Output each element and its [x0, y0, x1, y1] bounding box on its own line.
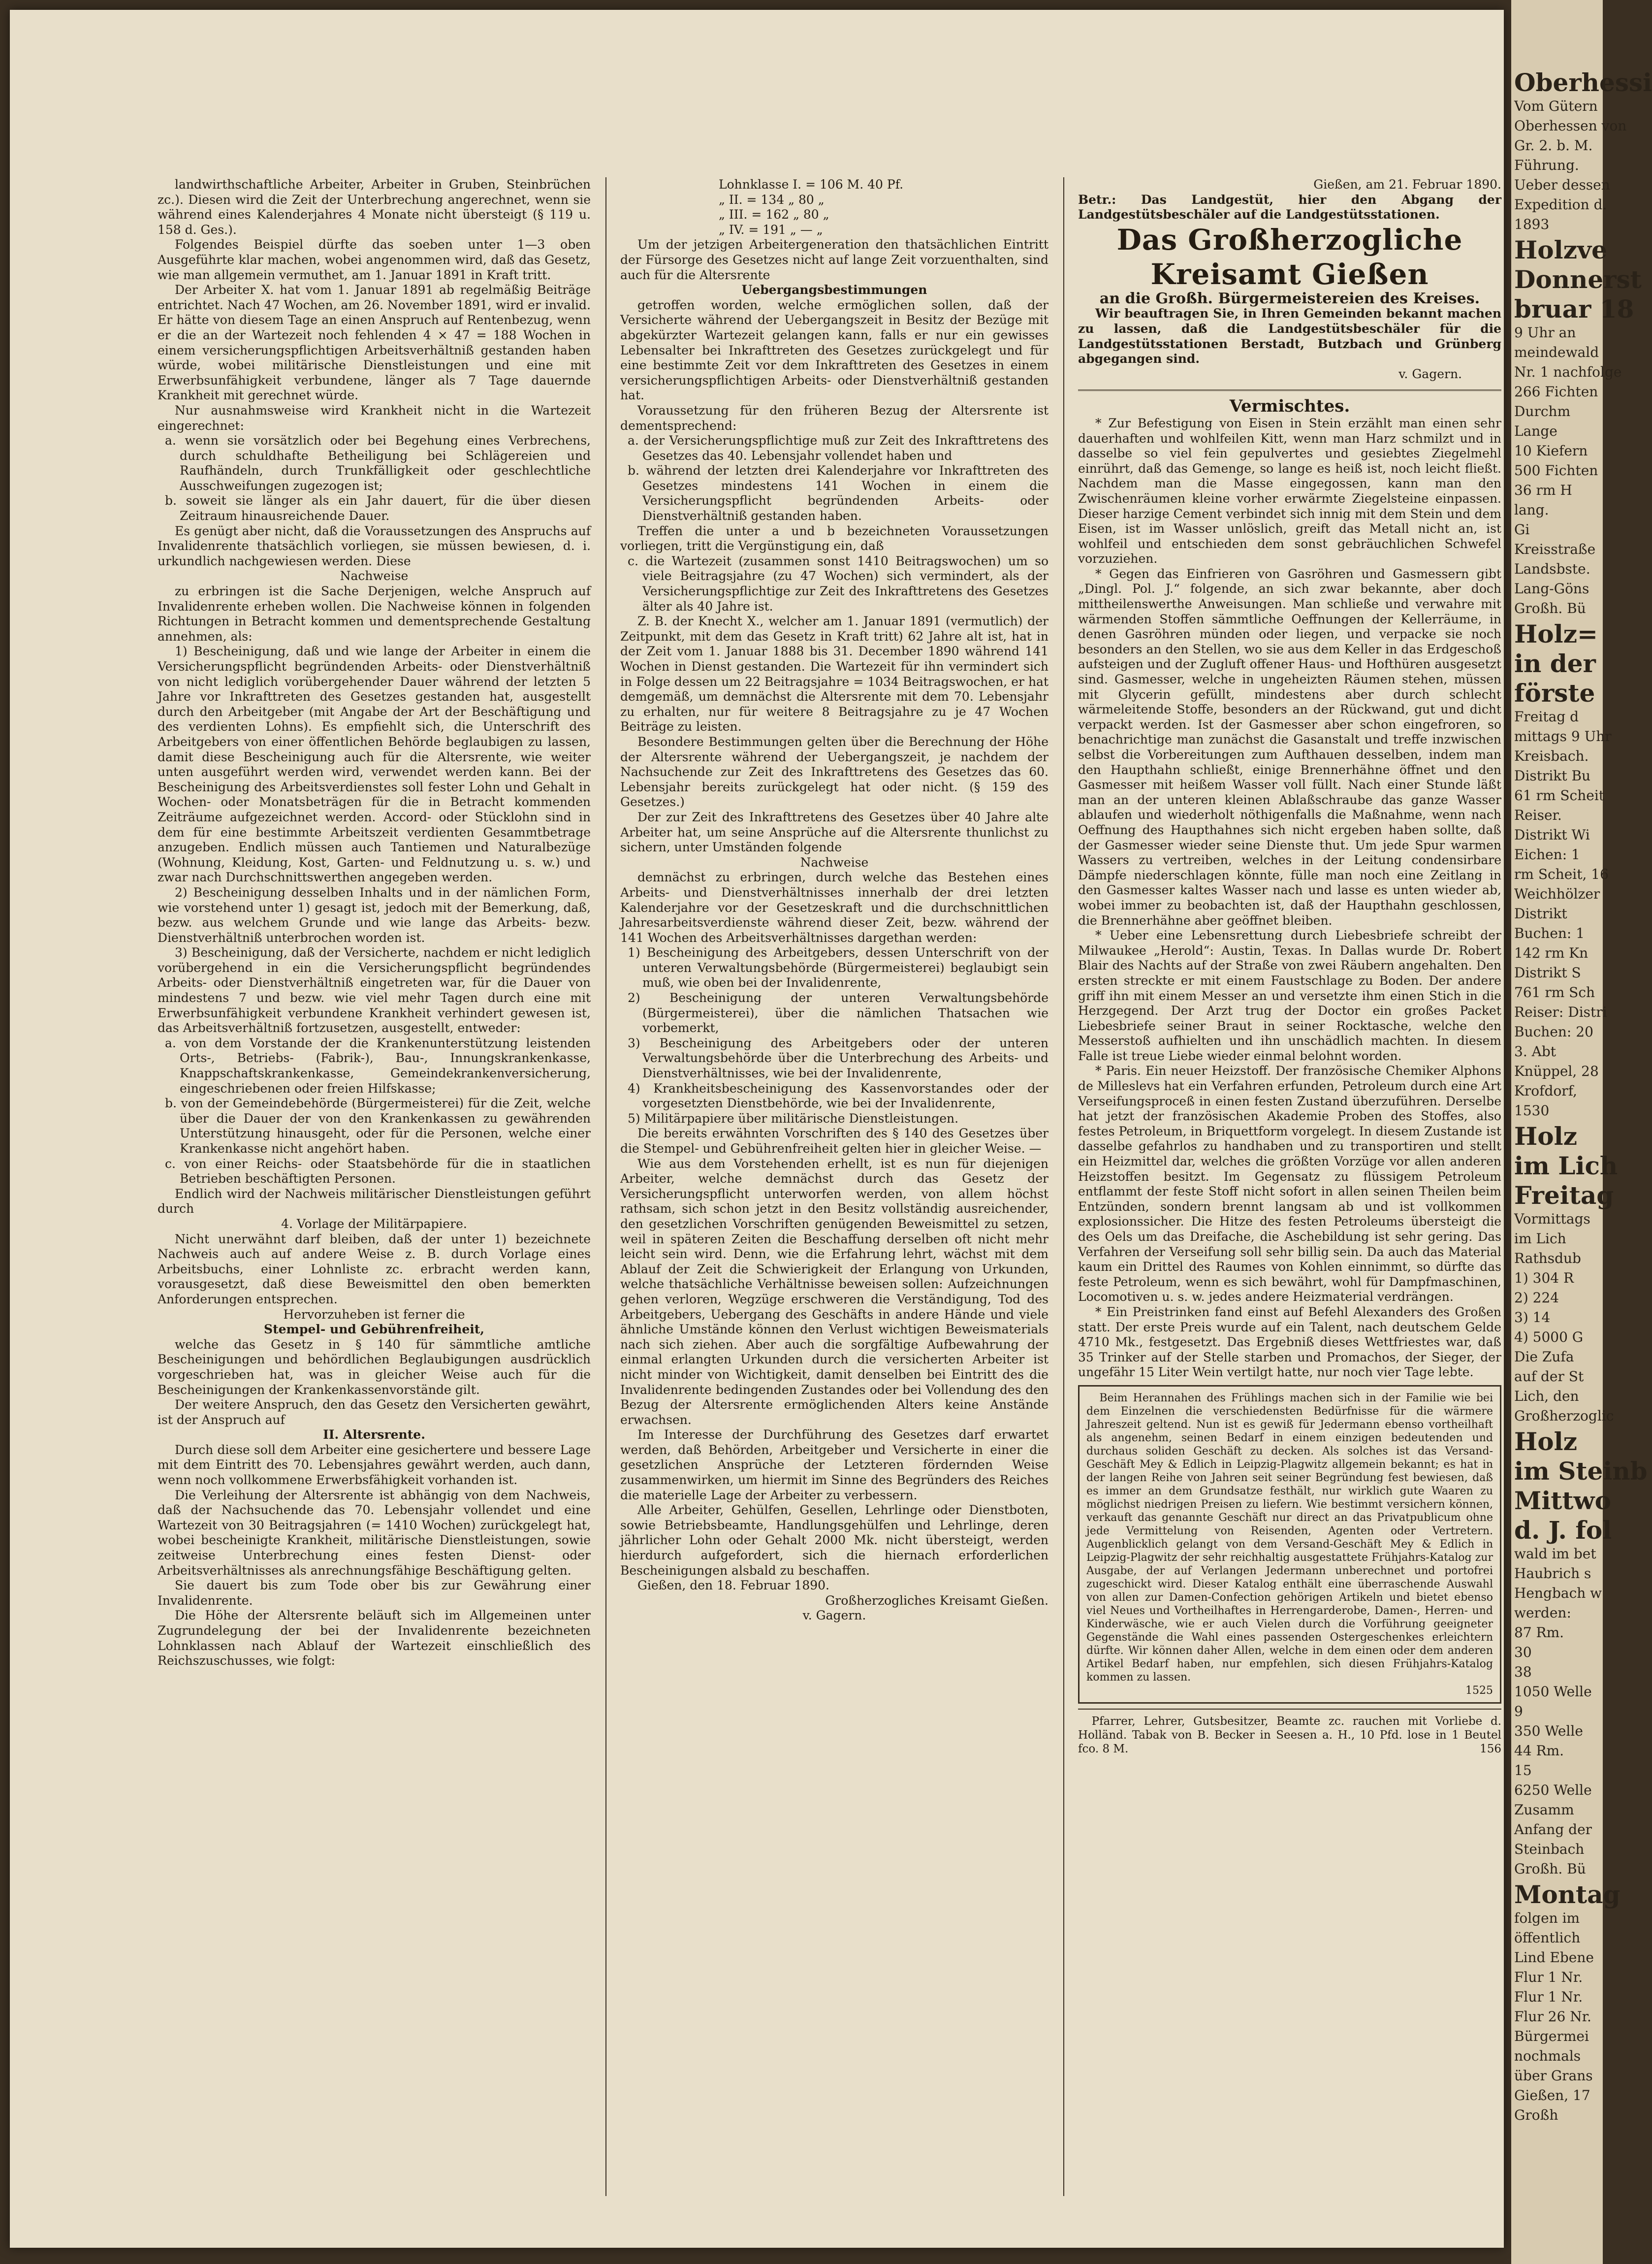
adjacent-page-text: Holz=: [1514, 619, 1598, 648]
col2-paragraph: c. die Wartezeit (zusammen sonst 1410 Beitragswochen) um so viele Beitragsjahre (zu 47 Wochen) sich vermindert, als der Versicherungspflichtige zur Zeit des Inkrafttretens des Gesetzes älter als 40 Jahre ist.: [628, 553, 1048, 614]
newspaper-page: [10, 10, 1504, 2248]
col3-paragraph: * Paris. Ein neuer Heizstoff. Der französische Chemiker Alphons de Milleslevs hat ein Verfahren erfunden, Petroleum durch eine Art Verseifungsproceß in einen festen Zustand überzuführen. Derselbe hat jetzt der französischen Akademie Proben des Stoffes, also festes Petroleum, in Briquettform vorgelegt. In diesem Zustande ist dasselbe gefahrlos zu handhaben und zu transportiren und stellt ein Heizmittel dar, welches die größten Vorzüge vor allen anderen Heizstoffen besitzt. Im Gegensatz zu flüssigem Petroleum entflammt der feste Stoff nicht sofort in allen seinen Theilen beim Entzünden, sondern brennt langsam ab und ist vollkommen explosionssicher. Die Hitze des festen Petroleums übersteigt die des Oels um das Dreifache, die Aschebildung ist sehr gering. Das Verfahren der Verseifung soll sehr billig sein. Da auch das Material kaum ein Drittel des Raumes von Kohlen einnimmt, so dürfte das feste Petroleum, wenn es sich bewährt, wohl für Dampfmaschinen, Locomotiven u. s. w. jedes andere Heizmaterial verdrängen.: [1078, 1064, 1501, 1304]
adjacent-page-text: Distrikt S: [1514, 965, 1581, 981]
adjacent-page-text: 1) 304 R: [1514, 1270, 1574, 1286]
col1-paragraph: Nachweise: [340, 569, 409, 583]
col2-paragraph: Besondere Bestimmungen gelten über die Berechnung der Höhe der Altersrente während der Uebergangszeit, je nachdem der Nachsuchende zur Zeit des Inkrafttretens des Gesetzes das 60. Lebensjahr bereits zurückgelegt hat oder nicht. (§ 159 des Gesetzes.): [620, 734, 1048, 809]
col1-paragraph: 4. Vorlage der Militärpapiere.: [281, 1216, 467, 1231]
adjacent-page-text: Mittwo: [1514, 1486, 1611, 1515]
lohnklasse-row: „ III. = 162 „ 80 „: [719, 207, 829, 222]
col2-paragraph: Um der jetzigen Arbeitergeneration den thatsächlichen Eintritt der Fürsorge des Gesetzes nicht auf lange Zeit vorzuenthalten, sind auch für die Altersrente: [620, 237, 1048, 282]
adjacent-page-text: 87 Rm.: [1514, 1624, 1564, 1641]
adjacent-page-text: Großherzoglic: [1514, 1408, 1614, 1424]
adjacent-page-text: Landsbste.: [1514, 561, 1590, 577]
adjacent-page-text: Die Zufa: [1514, 1349, 1574, 1365]
col1-paragraph: landwirthschaftliche Arbeiter, Arbeiter in Gruben, Steinbrüchen zc.). Diesen wird die Zeit der Unterbrechung angerechnet, wenn sie während eines Kalenderjahres 4 Monate nicht übersteigt (§ 119 u. 158 d. Ges.).: [158, 177, 591, 237]
col2-paragraph: v. Gagern.: [802, 1608, 866, 1623]
col2-paragraph: Im Interesse der Durchführung des Gesetzes darf erwartet werden, daß Behörden, Arbeitgeber und Versicherte in einer die gesetzlichen Ansprüche der Letzteren fördernden Weise zusammenwirken, um hiermit im Sinne des Begründers des Reiches die materielle Lage der Arbeiter zu verbessern.: [620, 1427, 1048, 1502]
adjacent-page-text: 9: [1514, 1703, 1523, 1719]
col3-paragraph: * Gegen das Einfrieren von Gasröhren und Gasmessern gibt „Dingl. Pol. J.“ folgende, an sich zwar bekannte, aber doch mittheilenswerthe Anweisungen. Man schließe und verwahre mit wärmenden Stoffen sämmtliche Oeffnungen der Kellerräume, in denen Gasröhren münden oder liegen, und verpacke sie noch besonders an den Stellen, wo sie aus dem Keller in das Erdgeschoß aufsteigen und der Zugluft offener Haus- und Hofthüren ausgesetzt sind. Gasmesser, welche in ungeheizten Räumen stehen, müssen mit Glycerin gefüllt, mindestens aber durch schlecht wärmeleitende Stoffe, besonders an der Rückwand, gut und dicht verpackt werden. Ist der Gasmesser aber schon eingefroren, so benachrichtige man zunächst die Gasanstalt und treffe inzwischen selbst die Vorbereitungen zum Aufthauen desselben, indem man den Haupthahn schließt, einige Brennerhähne öffnet und den Gasmesser mit heißem Wasser voll füllt. Nach einer Stunde läßt man an der unteren kleinen Ablaßschraube das ganze Wasser ablaufen und wiederholt nöthigenfalls die Maßnahme, wenn nach Oeffnung des Haupthahnes sich nicht ergeben haben sollte, daß der Gasmesser wieder seine Dienste thut. Um jede Spur warmen Wassers zu vertreiben, welches in der Leitung condensirbare Dämpfe niederschlagen könnte, fülle man noch eine Zeitlang in den Gasmesser kaltes Wasser nach und lasse es unten wieder ab, wobei immer zu beobachten ist, daß der Haupthahn geschlossen, die Brennerhähne aber geöffnet bleiben.: [1078, 566, 1501, 928]
col1-paragraph: Sie dauert bis zum Tode ober bis zur Gewährung einer Invalidenrente.: [158, 1578, 591, 1608]
adjacent-page-text: Nr. 1 nachfolge: [1514, 364, 1622, 380]
adjacent-page-text: Holz: [1514, 1122, 1577, 1151]
adjacent-page-text: 1530: [1514, 1102, 1550, 1119]
notice-subtitle: an die Großh. Bürgermeistereien des Kreises.: [1099, 290, 1480, 307]
adjacent-page-text: Lange: [1514, 423, 1557, 439]
adjacent-page-text: Oberhessen von: [1514, 118, 1627, 134]
section-separator: [1078, 389, 1501, 391]
col1-paragraph: 1) Bescheinigung, daß und wie lange der Arbeiter in einem die Versicherungspflicht begründenden Arbeits- oder Dienstverhältniß von nicht lediglich vorübergehender Dauer während der letzten 5 Jahre vor Inkrafttreten des Gesetzes gestanden hat, ausgestellt durch den Arbeitgeber (mit Angabe der Art der Beschäftigung und des verdienten Lohns). Es empfiehlt sich, die Unterschrift des Arbeitgebers von einer öffentlichen Behörde beglaubigen zu lassen, damit diese Bescheinigung auch für die Altersrente, wie weiter unten ausgeführt werden wird, verwendet werden kann. Bei der Bescheinigung des Arbeitsverdienstes soll fester Lohn und Gehalt in Wochen- oder Monatsbeträgen für die in Betracht kommenden Zeiträume aufgezeichnet werden. Accord- oder Stücklohn sind in dem für eine bestimmte Arbeitszeit verdienten Gesammtbetrage anzugeben. Endlich müssen auch Tantiemen und Naturalbezüge (Wohnung, Kleidung, Kost, Garten- und Feldnutzung u. s. w.) und zwar nach Durchschnittswerthen angegeben werden.: [158, 644, 591, 885]
col1-paragraph: Die Verleihung der Altersrente ist abhängig von dem Nachweis, daß der Nachsuchende das 70. Lebensjahr vollendet und eine Wartezeit von 30 Beitragsjahren (= 1410 Wochen) zurückgelegt hat, wobei bescheinigte Krankheit, militärische Dienstleistungen, sowie zeitweise Unterbrechung eines festen Dienst- oder Arbeitsverhältnisses als anrechnungsfähige Beschäftigung gelten.: [158, 1488, 591, 1578]
col1-paragraph: Endlich wird der Nachweis militärischer Dienstleistungen geführt durch: [158, 1186, 591, 1216]
adjacent-page-text: Vom Gütern: [1514, 98, 1598, 114]
adjacent-page-text: förste: [1514, 679, 1595, 708]
adjacent-page-text: Distrikt: [1514, 906, 1567, 922]
adjacent-page-text: 10 Kiefern: [1514, 443, 1588, 459]
adjacent-page-text: Distrikt Wi: [1514, 827, 1590, 843]
col3-paragraph: * Zur Befestigung von Eisen in Stein erzählt man einen sehr dauerhaften und wohlfeilen Kitt, wenn man Harz schmilzt und in dasselbe so viel fein gepulvertes und gesiebtes Ziegelmehl einrührt, daß das Gemenge, so lange es heiß ist, noch leicht fließt. Nachdem man die Masse eingegossen, kann man den Zwischenräumen kleine vorher erwärmte Ziegelsteine einpassen. Dieser harzige Cement verbindet sich innig mit dem Stein und dem Eisen, ist im Wasser unlöslich, greift das Metall nicht an, ist wohlfeil und entschieden dem sonst gebräuchlichen Schwefel vorzuziehen.: [1078, 416, 1501, 566]
column-rule-1: [605, 177, 606, 2196]
col2-paragraph: Nachweise: [800, 855, 869, 870]
adjacent-page-text: wald im bet: [1514, 1546, 1596, 1562]
adjacent-page-text: Buchen: 1: [1514, 925, 1585, 941]
adjacent-page-text: Ueber dessen: [1514, 177, 1610, 193]
adjacent-page-text: 3. Abt: [1514, 1043, 1557, 1060]
adjacent-page-text: Lich, den: [1514, 1388, 1579, 1404]
col1-paragraph: Der Arbeiter X. hat vom 1. Januar 1891 ab regelmäßig Beiträge entrichtet. Nach 47 Wochen, am 26. November 1891, wird er invalid. Er hätte von diesem Tage an einen Anspruch auf Rentenbezug, wenn er die an der Wartezeit noch fehlenden 4 × 47 = 188 Wochen in einem versicherungspflichtigen Arbeitsverhältniß gestanden haben würde, wobei militärische Dienstleistungen und eine mit Erwerbsunfähigkeit verbundene, länger als 7 Tage dauernde Krankheit mit gerechnet würde.: [158, 283, 591, 403]
adjacent-page-text: 500 Fichten: [1514, 462, 1598, 479]
notice-title: Das Großherzogliche Kreisamt Gießen: [1116, 223, 1463, 291]
col1-paragraph: Durch diese soll dem Arbeiter eine gesichertere und bessere Lage mit dem Eintritt des 70. Lebensjahres gewährt werden, auch dann, wenn noch vollkommene Erwerbsfähigkeit vorhanden ist.: [158, 1442, 591, 1488]
ad-text: Beim Herannahen des Frühlings machen sich in der Familie wie bei dem Einzelnen die verschiedensten Bedürfnisse für die wärmere Jahreszeit geltend. Nun ist es gewiß für Jedermann ebenso vortheilhaft als angenehm, seinen Bedarf in einem einzigen bedeutenden und durchaus soliden Geschäft zu decken. Als solches ist das Versand-Geschäft Mey & Edlich in Leipzig-Plagwitz allgemein bekannt; es hat in der langen Reihe von Jahren seit seiner Begründung fest bewiesen, daß es immer an dem Grundsatze festhält, nur wirklich gute Waaren zu möglichst niedrigen Preisen zu liefern. Wie bestimmt versichern können, verkauft das genannte Geschäft nur direct an das Privatpublicum ohne jede Vermittelung von Reisenden, Agenten oder Vertretern. Augenblicklich gelangt von dem Versand-Geschäft Mey & Edlich in Leipzig-Plagwitz der sehr reichhaltig ausgestattete Frühjahrs-Katalog zur Ausgabe, der auf Verlangen Jedermann unberechnet und portofrei zugeschickt wird. Dieser Katalog enthält eine überraschende Auswahl von allen zur Damen-Confection gehörigen Artikeln und bietet ebenso viel Neues und Vortheilhaftes in Herrengarderobe, Damen-, Herren- und Kinderwäsche, wie er auch Vielen durch die Vorführung geeigneter Gegenstände die Wahl eines passenden Ostergeschenkes erleichtern dürfte. Wir können daher Allen, welche in dem einen oder dem anderen Artikel Bedarf haben, nur empfehlen, sich diesen Frühjahrs-Katalog kommen zu lassen.: [1086, 1391, 1493, 1683]
advertisement-tabak: [1078, 1714, 1501, 1756]
col1-paragraph: 2) Bescheinigung desselben Inhalts und in der nämlichen Form, wie vorstehend unter 1) gesagt ist, jedoch mit der Bemerkung, daß, bezw. aus welchem Grunde und wie lange das Arbeits- bezw. Dienstverhältniß unterbrochen worden ist.: [158, 885, 591, 945]
adjacent-page-text: Holzve: [1514, 235, 1607, 264]
col1-paragraph: Stempel- und Gebührenfreiheit,: [264, 1322, 484, 1337]
adjacent-page-text: Donnerst: [1514, 265, 1642, 294]
notice-betr: Betr.: Das Landgestüt, hier den Abgang der Landgestütsbeschäler auf die Landgestütsstationen.: [1078, 192, 1501, 222]
adjacent-page-text: 1893: [1514, 216, 1550, 232]
adjacent-page-text: Gi: [1514, 521, 1530, 538]
column-rule-2: [1063, 177, 1064, 2196]
vermischtes-heading: Vermischtes.: [1229, 396, 1350, 417]
adjacent-page-text: Flur 1 Nr.: [1514, 1989, 1583, 2005]
col3-paragraph: * Ueber eine Lebensrettung durch Liebesbriefe schreibt der Milwaukee „Herold“: Austin, Texas. In Dallas wurde Dr. Robert Blair des Nachts auf der Straße von zwei Räubern angehalten. Den ersten streckte er mit einem Faustschlage zu Boden. Der andere griff ihn mit einem Messer an und versetzte ihm einen Stich in die Herzgegend. Der Arzt trug der Doctor ein großes Packet Liebesbriefe seiner Braut in seiner Rocktasche, welche den Messerstoß aufhielten und ihn unschädlich machten. In diesem Falle ist treue Liebe wieder einmal belohnt worden.: [1078, 928, 1501, 1063]
adjacent-page-text: Zusamm: [1514, 1802, 1574, 1818]
adjacent-page-text: Kreisstraße: [1514, 541, 1596, 557]
adjacent-page-text: Durchm: [1514, 403, 1571, 420]
col1-paragraph: Nur ausnahmsweise wird Krankheit nicht in die Wartezeit eingerechnet:: [158, 403, 591, 433]
col2-paragraph: Großherzogliches Kreisamt Gießen.: [825, 1593, 1048, 1608]
adjacent-page-text: Großh: [1514, 2107, 1558, 2123]
adjacent-page-text: Vormittags: [1514, 1211, 1590, 1227]
ad-separator: [1078, 1709, 1501, 1710]
adjacent-page-text: öffentlich: [1514, 1930, 1581, 1946]
col2-paragraph: a. der Versicherungspflichtige muß zur Zeit des Inkrafttretens des Gesetzes das 40. Lebensjahr vollendet haben und: [628, 433, 1048, 463]
adjacent-page-text: im Lich: [1514, 1151, 1618, 1180]
adjacent-page-text: Montag: [1514, 1880, 1620, 1909]
adjacent-page-text: im Steinb: [1514, 1456, 1648, 1486]
adjacent-page-text: 2) 224: [1514, 1290, 1559, 1306]
adjacent-page-text: 761 rm Sch: [1514, 984, 1595, 1001]
ad2-text: Pfarrer, Lehrer, Gutsbesitzer, Beamte zc. rauchen mit Vorliebe d. Holländ. Tabak von B. Becker in Seesen a. H., 10 Pfd. lose in 1 Beutel fco. 8 M.: [1078, 1714, 1501, 1755]
adjacent-page-text: Reiser.: [1514, 807, 1562, 823]
adjacent-page-text: 15: [1514, 1762, 1532, 1779]
lohnklasse-row: „ IV. = 191 „ — „: [719, 222, 823, 237]
adjacent-page-text: Weichhölzer: [1514, 886, 1600, 902]
col1-paragraph: b. soweit sie länger als ein Jahr dauert, für die über diesen Zeitraum hinausreichende Dauer.: [165, 493, 591, 523]
adjacent-page-text: Großh. Bü: [1514, 1861, 1586, 1877]
adjacent-page-text: Führung.: [1514, 157, 1579, 173]
col1-paragraph: Die Höhe der Altersrente beläuft sich im Allgemeinen unter Zugrundelegung der bei der Invalidenrente bezeichneten Lohnklassen nach Ablauf der Wartezeit einschließlich des Reichszuschusses, wie folgt:: [158, 1608, 591, 1668]
col2-paragraph: 4) Krankheitsbescheinigung des Kassenvorstandes oder der vorgesetzten Dienstbehörde, wie bei der Invalidenrente,: [628, 1081, 1048, 1111]
col1-paragraph: Folgendes Beispiel dürfte das soeben unter 1—3 oben Ausgeführte klar machen, wobei angenommen wird, daß das Gesetz, wie man allgemein vermuthet, am 1. Januar 1891 in Kraft tritt.: [158, 237, 591, 282]
adjacent-page-text: Lang-Göns: [1514, 581, 1589, 597]
adjacent-page-text: folgen im: [1514, 1910, 1580, 1926]
adjacent-page-text: in der: [1514, 649, 1596, 678]
col1-paragraph: 3) Bescheinigung, daß der Versicherte, nachdem er nicht lediglich vorübergehend in ein die Versicherungspflicht begründendes Arbeits- oder Dienstverhältniß eingetreten war, für die Dauer von mindestens 7 und bezw. wie viel mehr Tagen durch eine mit Erwerbsunfähigkeit verbundene Krankheit verhindert gewesen ist, das Arbeitsverhältniß fortzusetzen, ausgestellt, entweder:: [158, 945, 591, 1035]
col2-paragraph: getroffen worden, welche ermöglichen sollen, daß der Versicherte während der Uebergangszeit in Besitz der Bezüge mit abgekürzter Wartezeit gelangen kann, falls er nur ein gewisses Lebensalter bei Inkrafttreten des Gesetzes zurückgelegt und für eine bestimmte Zeit vor dem Inkrafttreten des Gesetzes in einem versicherungspflichtigen Arbeits- oder Dienstverhältniß gestanden hat.: [620, 297, 1048, 403]
adjacent-page-text: Eichen: 1: [1514, 846, 1580, 863]
adjacent-page-text: lang.: [1514, 502, 1549, 518]
adjacent-page-text: rm Scheit, 16: [1514, 866, 1609, 882]
adjacent-page-text: 61 rm Scheit: [1514, 787, 1605, 804]
adjacent-page-text: mittags 9 Uhr: [1514, 728, 1612, 744]
col1-paragraph: Nicht unerwähnt darf bleiben, daß der unter 1) bezeichnete Nachweis auch auf andere Weise z. B. durch Vorlage eines Arbeitsbuchs, einer Lohnliste zc. erbracht werden kann, vorausgesetzt, daß diese Beweismittel den oben bemerkten Anforderungen entsprechen.: [158, 1231, 591, 1306]
adjacent-page-text: 3) 14: [1514, 1309, 1551, 1326]
ad-number: 1525: [1465, 1684, 1493, 1697]
col2-paragraph: Der zur Zeit des Inkrafttretens des Gesetzes über 40 Jahre alte Arbeiter hat, um seine Ansprüche auf die Altersrente thunlichst zu sichern, unter Umständen folgende: [620, 809, 1048, 855]
adjacent-page-text: 44 Rm.: [1514, 1743, 1564, 1759]
adjacent-page-text: Krofdorf,: [1514, 1083, 1577, 1099]
notice-date: Gießen, am 21. Februar 1890.: [1313, 177, 1501, 192]
col1-paragraph: Es genügt aber nicht, daß die Voraussetzungen des Anspruchs auf Invalidenrente thatsächlich vorliegen, sie müssen bewiesen, d. i. urkundlich nachgewiesen werden. Diese: [158, 523, 591, 568]
col2-paragraph: Uebergangsbestimmungen: [741, 283, 927, 297]
adjacent-page-fragment: [1511, 0, 1652, 2264]
adjacent-page-text: auf der St: [1514, 1368, 1584, 1385]
col2-paragraph: Z. B. der Knecht X., welcher am 1. Januar 1891 (vermutlich) der Zeitpunkt, mit dem das Gesetz in Kraft tritt) 62 Jahre alt ist, hat in der Zeit vom 1. Januar 1888 bis 31. December 1890 während 141 Wochen in Dienst gestanden. Die Wartezeit für ihn vermindert sich in Folge dessen um 22 Beitragsjahre = 1034 Beitragswochen, er hat demgemäß, um demnächst die Altersrente mit dem 70. Lebensjahr zu erhalten, nur für weitere 8 Beitragsjahre zu je 47 Wochen Beiträge zu leisten.: [620, 614, 1048, 734]
col2-paragraph: Alle Arbeiter, Gehülfen, Gesellen, Lehrlinge oder Dienstboten, sowie Betriebsbeamte, Handlungsgehülfen und Lehrlinge, deren jährlicher Lohn oder Gehalt 2000 Mk. nicht übersteigt, werden hierdurch aufgefordert, sich die hiernach erforderlichen Bescheinigungen alsbald zu beschaffen.: [620, 1503, 1048, 1578]
adjacent-page-text: Expedition d.: [1514, 196, 1607, 213]
adjacent-page-text: Bürgermei: [1514, 2028, 1589, 2044]
col2-paragraph: Wie aus dem Vorstehenden erhellt, ist es nun für diejenigen Arbeiter, welche demnächst durch das Gesetz der Versicherungspflicht unterworfen werden, von allem höchst rathsam, sich schon jetzt in den Besitz vollständig ausreichender, den gesetzlichen Vorschriften genügenden Beweismittel zu setzen, weil in späteren Zeiten die Beschaffung derselben oft nicht mehr leicht sein wird. Denn, wie die Erfahrung lehrt, wächst mit dem Ablauf der Zeit die Schwierigkeit der Erlangung von Urkunden, welche thatsächliche Verhältnisse beweisen sollen: Aufzeichnungen gehen verloren, Wegzüge erschweren die Verständigung, Tod des Arbeitgebers, Uebergang des Geschäfts in andere Hände und viele ähnliche Umstände können den Verlust wichtigen Beweismaterials nach sich ziehen. Aber auch die sorgfältige Aufbewahrung der einmal erlangten Urkunden durch die versicherten Arbeiter ist nicht minder von Wichtigkeit, damit denselben bei Eintritt des die Invalidenrente bedingenden Zustandes oder bei Vollendung des den Bezug der Altersrente ermöglichenden Alters keine Anstände erwachsen.: [620, 1156, 1048, 1427]
adjacent-page-text: 266 Fichten: [1514, 384, 1598, 400]
adjacent-page-text: d. J. fol: [1514, 1516, 1612, 1545]
adjacent-page-text: im Lich: [1514, 1230, 1566, 1247]
notice-signature: v. Gagern.: [1398, 366, 1462, 381]
ad2-number: 156: [1480, 1742, 1501, 1755]
adjacent-page-text: Holz: [1514, 1427, 1577, 1456]
col1-paragraph: II. Altersrente.: [323, 1427, 425, 1442]
adjacent-page-text: Flur 26 Nr.: [1514, 2008, 1591, 2025]
adjacent-page-text: Distrikt Bu: [1514, 768, 1591, 784]
adjacent-page-text: 1050 Welle: [1514, 1683, 1592, 1700]
adjacent-page-text: Knüppel, 28: [1514, 1063, 1599, 1079]
adjacent-page-text: 6250 Welle: [1514, 1782, 1592, 1798]
adjacent-page-text: 36 rm H: [1514, 482, 1572, 498]
column-3: [1078, 177, 1501, 2206]
col2-paragraph: 1) Bescheinigung des Arbeitgebers, dessen Unterschrift von der unteren Verwaltungsbehörde (Bürgermeisterei) beglaubigt sein muß, wie oben bei der Invalidenrente,: [628, 945, 1048, 990]
adjacent-page-text: Anfang der: [1514, 1821, 1592, 1838]
col1-paragraph: b. von der Gemeindebehörde (Bürgermeisterei) für die Zeit, welche über die Dauer der von den Krankenkassen zu gewährenden Unterstützung hinausgeht, oder für die Personen, welche einer Krankenkasse nicht angehört haben.: [165, 1096, 591, 1156]
adjacent-page-text: werden:: [1514, 1605, 1571, 1621]
col1-paragraph: a. wenn sie vorsätzlich oder bei Begehung eines Verbrechens, durch schuldhafte Betheiligung bei Schlägereien und Raufhändeln, durch Trunkfälligkeit oder geschlechtliche Ausschweifungen zugezogen ist;: [165, 433, 591, 493]
col1-paragraph: c. von einer Reichs- oder Staatsbehörde für die in staatlichen Betrieben beschäftigten Personen.: [165, 1156, 591, 1186]
adjacent-page-text: Gießen, 17: [1514, 2087, 1590, 2103]
advertisement-mey-edlich: [1078, 1385, 1501, 1704]
col2-paragraph: Die bereits erwähnten Vorschriften des § 140 des Gesetzes über die Stempel- und Gebührenfreiheit gelten hier in gleicher Weise. —: [620, 1126, 1048, 1156]
adjacent-page-text: 30: [1514, 1644, 1532, 1660]
adjacent-page-text: Rathsdub: [1514, 1250, 1581, 1266]
adjacent-page-text: 9 Uhr an: [1514, 324, 1576, 341]
lohnklasse-row: Lohnklasse I. = 106 M. 40 Pf.: [719, 177, 904, 192]
lohnklasse-row: „ II. = 134 „ 80 „: [719, 192, 825, 207]
adjacent-page-text: bruar 18: [1514, 294, 1634, 323]
column-2: [620, 177, 1048, 2206]
col2-paragraph: b. während der letzten drei Kalenderjahre vor Inkrafttreten des Gesetzes mindestens 141 Wochen in einem die Versicherungspflicht begründenden Arbeits- oder Dienstverhältniß gestanden haben.: [628, 463, 1048, 523]
adjacent-page-text: 142 rm Kn: [1514, 945, 1588, 961]
adjacent-page-text: Hengbach w: [1514, 1585, 1602, 1601]
adjacent-page-text: Gr. 2. b. M.: [1514, 137, 1593, 154]
adjacent-page-text: Großh. Bü: [1514, 600, 1586, 616]
adjacent-page-text: Freitag d: [1514, 709, 1579, 725]
col3-paragraph: * Ein Preistrinken fand einst auf Befehl Alexanders des Großen statt. Der erste Preis wurde auf ein Talent, nach deutschem Gelde 4710 Mk., festgesetzt. Das Ergebniß dieses Wettfriestes war, daß 35 Trinker auf der Stelle starben und Promachos, der Sieger, der ungefähr 15 Liter Wein vertilgt hatte, nur noch vier Tage lebte.: [1078, 1304, 1501, 1380]
adjacent-page-text: Haubrich s: [1514, 1565, 1591, 1582]
col2-paragraph: 2) Bescheinigung der unteren Verwaltungsbehörde (Bürgermeisterei), über die nämlichen Thatsachen wie vorbemerkt,: [628, 991, 1048, 1035]
adjacent-page-text: 38: [1514, 1664, 1532, 1680]
col1-paragraph: Der weitere Anspruch, den das Gesetz den Versicherten gewährt, ist der Anspruch auf: [158, 1397, 591, 1427]
adjacent-page-text: meindewald: [1514, 344, 1599, 360]
adjacent-page-text: Buchen: 20: [1514, 1024, 1593, 1040]
col2-paragraph: demnächst zu erbringen, durch welche das Bestehen eines Arbeits- und Dienstverhältnisses innerhalb der drei letzten Kalenderjahre vor der Gesetzeskraft und die durchschnittlichen Jahresarbeitsverdienste während dieser Zeit, bezw. während der 141 Wochen des Arbeitsverhältnisses dargethan werden:: [620, 870, 1048, 945]
notice-body: Wir beauftragen Sie, in Ihren Gemeinden bekannt machen zu lassen, daß die Landgestütsbeschäler für die Landgestütsstationen Berstadt, Butzbach und Grünberg abgegangen sind.: [1078, 306, 1501, 366]
col2-paragraph: 3) Bescheinigung des Arbeitgebers oder der unteren Verwaltungsbehörde über die Unterbrechung des Arbeits- und Dienstverhältnisses, wie bei der Invalidenrente,: [628, 1035, 1048, 1081]
adjacent-page-text: nochmals: [1514, 2048, 1581, 2064]
col1-paragraph: Hervorzuheben ist ferner die: [283, 1307, 465, 1322]
col2-paragraph: Treffen die unter a und b bezeichneten Voraussetzungen vorliegen, tritt die Vergünstigung ein, daß: [620, 523, 1048, 553]
adjacent-page-text: Freitag: [1514, 1181, 1614, 1210]
adjacent-page-text: 4) 5000 G: [1514, 1329, 1584, 1345]
lohnklassen-table: [620, 177, 1048, 237]
col2-paragraph: Voraussetzung für den früheren Bezug der Altersrente ist dementsprechend:: [620, 403, 1048, 433]
col1-paragraph: a. von dem Vorstande der die Krankenunterstützung leistenden Orts-, Betriebs- (Fabrik-), Bau-, Innungskrankenkasse, Knappschaftskrankenkasse, Gemeindekrankenversicherung, eingeschriebenen oder freien Hilfskasse;: [165, 1035, 591, 1096]
adjacent-page-text: Kreisbach.: [1514, 748, 1589, 764]
adjacent-page-text: Reiser: Distri: [1514, 1004, 1607, 1020]
adjacent-page-text: Flur 1 Nr.: [1514, 1969, 1583, 1985]
adjacent-page-text: 350 Welle: [1514, 1723, 1583, 1739]
adjacent-page-text: über Grans: [1514, 2068, 1593, 2084]
adjacent-page-text: Oberhessi: [1514, 68, 1652, 97]
col1-paragraph: zu erbringen ist die Sache Derjenigen, welche Anspruch auf Invalidenrente erheben wollen. Die Nachweise können in folgenden Richtungen in Betracht kommen und dementsprechende Gestaltung annehmen, als:: [158, 584, 591, 644]
adjacent-page-text: Lind Ebene: [1514, 1949, 1594, 1966]
column-1: [158, 177, 591, 2206]
adjacent-page-text: Steinbach: [1514, 1841, 1585, 1857]
col1-paragraph: welche das Gesetz in § 140 für sämmtliche amtliche Bescheinigungen und behördlichen Beglaubigungen ausdrücklich vorgeschrieben hat, was in gleicher Weise auch für die Bescheinigungen der Krankenkassenvorstände gilt.: [158, 1337, 591, 1397]
col2-paragraph: Gießen, den 18. Februar 1890.: [637, 1578, 830, 1593]
col2-paragraph: 5) Militärpapiere über militärische Dienstleistungen.: [628, 1111, 959, 1126]
